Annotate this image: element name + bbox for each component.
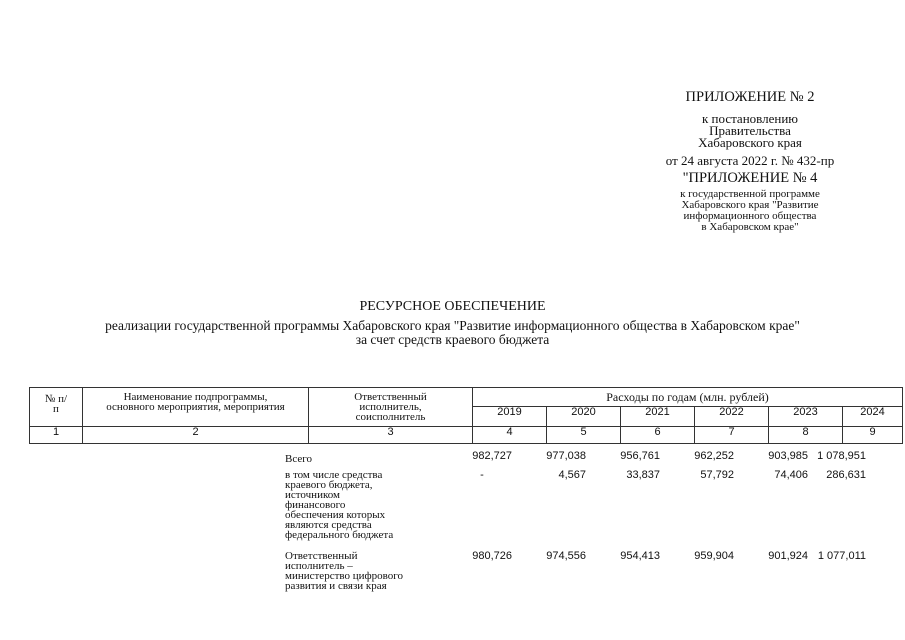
appendix-4-title: "ПРИЛОЖЕНИЕ № 4: [682, 170, 818, 186]
row-total-2024: 1 078,951: [817, 450, 866, 462]
row-executor-label-line: исполнитель –: [285, 560, 353, 572]
resolution-line-2: Правительства: [709, 123, 791, 138]
year-2024-header: 2024: [843, 407, 903, 427]
row-federal-label-line: обеспечения которых: [285, 509, 386, 521]
col-2024-index: 9: [843, 427, 903, 444]
row-executor-2022: 959,904: [694, 550, 734, 562]
row-federal-label-line: являются средства: [285, 519, 372, 531]
year-2019-header: 2019: [473, 407, 547, 427]
col-expenses-header: Расходы по годам (млн. рублей): [473, 388, 903, 407]
row-federal-label-line: финансового: [285, 499, 346, 511]
row-total-2021: 956,761: [620, 450, 660, 462]
expenses-table-header: [29, 387, 903, 444]
resolution-date: от 24 августа 2022 г. № 432-пр: [665, 153, 835, 168]
row-total-2019: 982,727: [472, 450, 512, 462]
row-federal-label-line: краевого бюджета,: [285, 479, 373, 491]
col-2021-index: 6: [621, 427, 695, 444]
page-subtitle-2: за счет средств краевого бюджета: [355, 332, 550, 347]
col-executor-index: 3: [309, 427, 473, 444]
year-2020-header: 2020: [547, 407, 621, 427]
row-federal-2021: 33,837: [626, 469, 660, 481]
col-name-header: Наименование подпрограммы, основного мероприятия, мероприятия: [83, 388, 309, 427]
row-executor-2023: 901,924: [768, 550, 808, 562]
col-2022-index: 7: [695, 427, 769, 444]
row-executor-2020: 974,556: [546, 550, 586, 562]
row-executor-label: [285, 551, 425, 591]
row-total-2022: 962,252: [694, 450, 734, 462]
program-line-1: к государственной программе: [680, 188, 820, 200]
row-executor-2024: 1 077,011: [817, 550, 866, 562]
col-name-index: 2: [83, 427, 309, 444]
col-executor-header: Ответственный исполнитель, соисполнитель: [309, 388, 473, 427]
row-federal-2020: 4,567: [558, 469, 586, 481]
appendix-2-title: ПРИЛОЖЕНИЕ № 2: [685, 89, 815, 105]
page-title: РЕСУРСНОЕ ОБЕСПЕЧЕНИЕ: [359, 299, 546, 314]
row-executor-2019: 980,726: [472, 550, 512, 562]
row-federal-2024: 286,631: [826, 469, 866, 481]
col-number-header: № п/п: [30, 388, 83, 427]
row-federal-2019: -: [480, 469, 484, 481]
row-federal-label: [285, 470, 425, 540]
row-federal-label-line: федерального бюджета: [285, 529, 394, 541]
col-2019-index: 4: [473, 427, 547, 444]
row-total-2020: 977,038: [546, 450, 586, 462]
row-federal-2023: 74,406: [774, 469, 808, 481]
year-2023-header: 2023: [769, 407, 843, 427]
row-executor-label-line: Ответственный: [285, 550, 358, 562]
row-total-label-line: Всего: [285, 453, 312, 465]
row-executor-2021: 954,413: [620, 550, 660, 562]
year-2022-header: 2022: [695, 407, 769, 427]
col-2020-index: 5: [547, 427, 621, 444]
program-line-2: Хабаровского края "Развитие: [681, 199, 819, 211]
row-federal-label-line: в том числе средства: [285, 469, 383, 481]
resolution-line-1: к постановлению: [701, 111, 799, 126]
row-total-2023: 903,985: [768, 450, 808, 462]
col-2023-index: 8: [769, 427, 843, 444]
program-line-3: информационного общества: [683, 210, 817, 222]
row-total-label: [285, 454, 425, 464]
resolution-line-3: Хабаровского края: [698, 135, 802, 150]
program-line-4: в Хабаровском крае": [701, 221, 799, 233]
year-2021-header: 2021: [621, 407, 695, 427]
row-executor-label-line: развития и связи края: [285, 580, 387, 592]
row-federal-2022: 57,792: [700, 469, 734, 481]
row-federal-label-line: источником: [285, 489, 340, 501]
col-number-index: 1: [30, 427, 83, 444]
row-executor-label-line: министерство цифрового: [285, 570, 404, 582]
page-subtitle: реализации государственной программы Хабаровского края "Развитие информационного общества в Хабаровском крае": [105, 318, 800, 333]
